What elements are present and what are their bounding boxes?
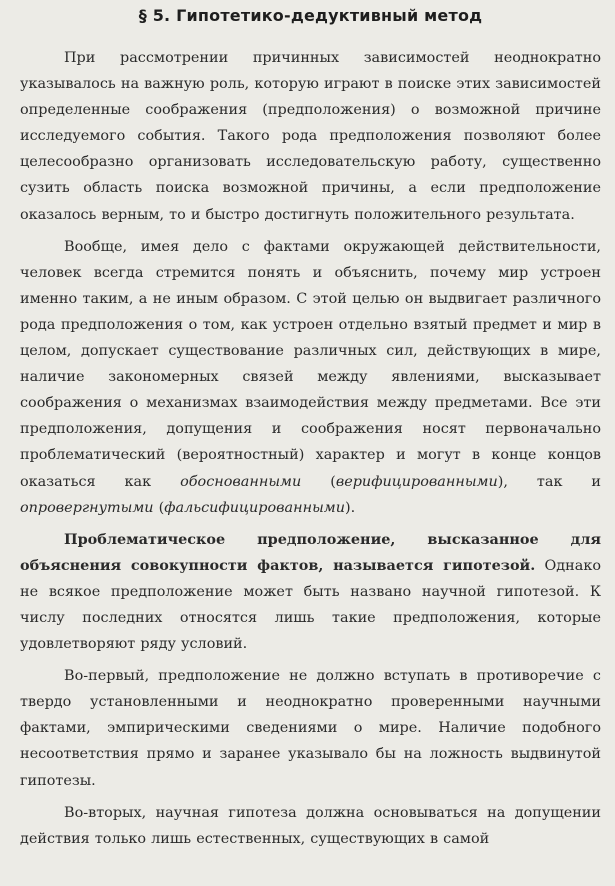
paragraph-2-text: ). [345, 499, 356, 516]
paragraph-3 [20, 527, 601, 657]
paragraph-2 [20, 234, 601, 521]
paragraph-2-text: ( [301, 473, 336, 490]
paragraph-5: Во-вторых, научная гипотеза должна основываться на допущении действия только лишь естественных, существующих в самой [20, 804, 601, 847]
section-heading: § 5. Гипотетико-дедуктивный метод [138, 6, 483, 25]
term-verified: верифицированными [335, 473, 498, 490]
paragraph-1: При рассмотрении причинных зависимостей неоднократно указывалось на важную роль, которую играют в поиске этих зависимостей определенные соображения (предположения) о возможной причине исследуемого события. Такого рода предположения позволяют более целесообразно организовать исследовательскую работу, существенно сузить область поиска возможной причины, а если предположение оказалось верным, то и быстро достигнуть положительного результата. [20, 50, 601, 223]
paragraph-2-text: ), так и [497, 473, 601, 490]
paragraph-2-text: ( [153, 499, 165, 516]
term-refuted: опровергнутыми [20, 499, 154, 516]
paragraph-4: Во-первый, предположение не должно вступать в противоречие с твердо установленными и неоднократно проверенными научными фактами, эмпирическими сведениями о мире. Наличие подобного несоответствия прямо и заранее указывало бы на ложность выдвинутой гипотезы. [20, 668, 601, 789]
paragraph-2-text: Вообще, имея дело с фактами окружающей действительности, человек всегда стремится понять и объяснить, почему мир устроен именно таким, а не иным образом. С этой целью он выдвигает различного рода предположения о том, как устроен отдельно взятый предмет и мир в целом, допускает существование различных сил, действующих в мире, наличие закономерных связей между явлениями, высказывает соображения о механизмах взаимодействия между предметами. Все эти предположения, допущения и соображения носят первоначально проблематический (вероятностный) характер и могут в конце концов оказаться как [20, 238, 601, 490]
hypothesis-definition: Проблематическое предположение, высказанное для объяснения совокупности фактов, называется гипотезой. [20, 530, 601, 574]
paragraph-3-text: Однако не всякое предположение может быть названо научной гипотезой. К числу последних относятся лишь такие предположения, которые удовлетворяют ряду условий. [20, 557, 601, 653]
term-justified: обоснованными [180, 473, 302, 490]
term-falsified: фальсифицированными [164, 499, 346, 516]
